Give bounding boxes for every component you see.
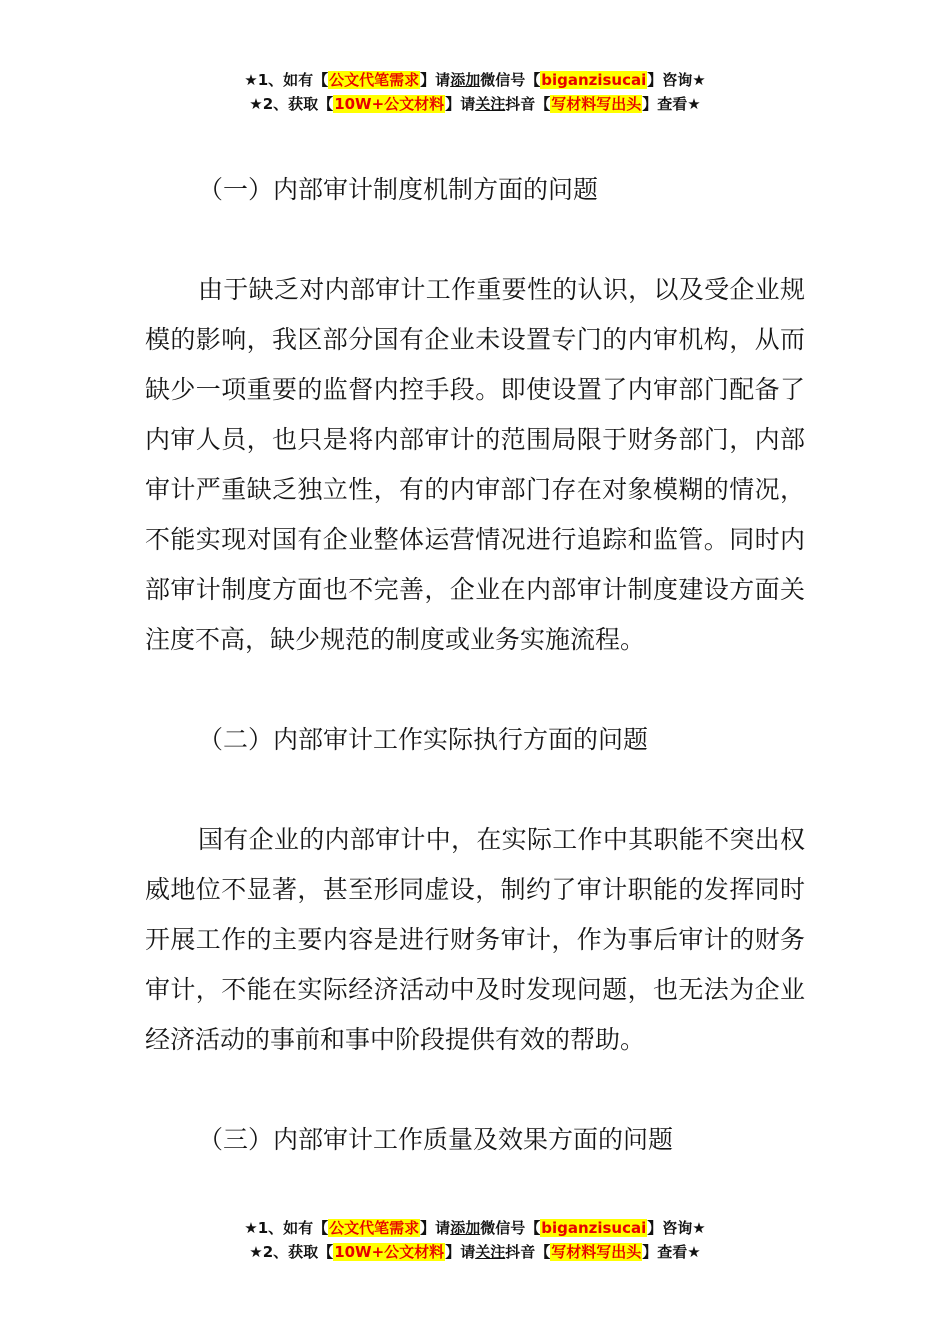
banner-text: ★2、获取【 [249,95,334,113]
section-heading-2: （二）内部审计工作实际执行方面的问题 [198,725,649,754]
banner-underlined-text: 关注 [475,95,506,113]
document-body [145,165,805,1165]
spacer [145,215,805,265]
banner-text: 微信号【 [480,1219,541,1237]
banner-underlined-text: 关注 [475,1243,506,1261]
banner-text: 】请 [420,71,451,89]
section-heading-3: （三）内部审计工作质量及效果方面的问题 [198,1125,674,1154]
banner-text: 微信号【 [480,71,541,89]
banner-highlight: 公文代笔需求 [329,1219,420,1237]
banner-highlight: biganzisucai [541,1219,647,1237]
banner-line-1 [0,68,950,92]
ad-banner-bottom [0,1216,950,1264]
banner-highlight: 10W+公文材料 [334,95,445,113]
banner-text: ★1、如有【 [244,71,329,89]
banner-line-1 [0,1216,950,1240]
banner-text: 】请 [420,1219,451,1237]
section-paragraph-2: 国有企业的内部审计中，在实际工作中其职能不突出权威地位不显著，甚至形同虚设，制约了审计职能的发挥同时开展工作的主要内容是进行财务审计，作为事后审计的财务审计，不能在实际经济活动中及时发现问题，也无法为企业经济活动的事前和事中阶段提供有效的帮助。 [145,825,805,1054]
banner-text: 】请 [445,95,476,113]
banner-text: 】查看★ [642,95,701,113]
banner-highlight: 写材料写出头 [551,1243,642,1261]
section-heading-1: （一）内部审计制度机制方面的问题 [198,175,599,204]
banner-highlight: 公文代笔需求 [329,71,420,89]
banner-highlight: 10W+公文材料 [334,1243,445,1261]
banner-text: 抖音【 [505,95,551,113]
banner-text: 】咨询★ [647,71,706,89]
banner-line-2 [0,92,950,116]
banner-underlined-text: 添加 [450,71,481,89]
banner-text: 】咨询★ [647,1219,706,1237]
section-paragraph-1: 由于缺乏对内部审计工作重要性的认识，以及受企业规模的影响，我区部分国有企业未设置专门的内审机构，从而缺少一项重要的监督内控手段。即使设置了内审部门配备了内审人员，也只是将内部审计的范围局限于财务部门，内部审计严重缺乏独立性，有的内审部门存在对象模糊的情况，不能实现对国有企业整体运营情况进行追踪和监管。同时内部审计制度方面也不完善，企业在内部审计制度建设方面关注度不高，缺少规范的制度或业务实施流程。 [145,275,805,654]
banner-line-2 [0,1240,950,1264]
banner-text: 】查看★ [642,1243,701,1261]
banner-text: ★2、获取【 [249,1243,334,1261]
spacer [145,1065,805,1115]
banner-highlight: 写材料写出头 [551,95,642,113]
banner-underlined-text: 添加 [450,1219,481,1237]
banner-highlight: biganzisucai [541,71,647,89]
banner-text: ★1、如有【 [244,1219,329,1237]
banner-text: 】请 [445,1243,476,1261]
spacer [145,665,805,715]
ad-banner-top [0,68,950,116]
banner-text: 抖音【 [505,1243,551,1261]
spacer [145,765,805,815]
